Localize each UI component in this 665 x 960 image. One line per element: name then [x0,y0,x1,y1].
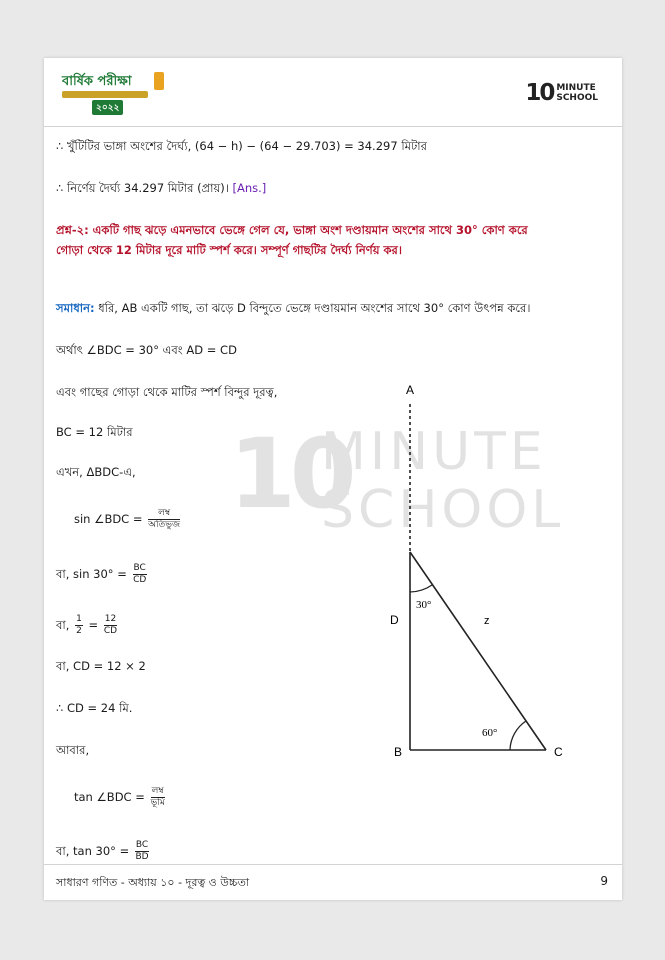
exam-logo [62,72,158,112]
twelve-numerator: 12 [104,614,117,624]
question-line-2: গোড়া থেকে 12 মিটার দূরে মাটি স্পর্শ করে। সম্পূর্ণ গাছটির দৈর্ঘ্য নির্ণয় কর। [56,243,402,257]
label-c: C [554,745,563,759]
side-dc [410,552,546,750]
document-page [44,58,622,900]
angle-c-label: 60° [482,727,498,739]
tan-lhs: tan ∠BDC = [74,790,145,804]
answer-line [56,180,266,199]
tan-denominator: ভূমি [150,798,165,808]
brand-word-minute: MINUTE [556,83,596,93]
angle-d-label: 30° [416,599,432,611]
solution-label: সমাধান: [56,301,95,315]
watermark-word-school: SCHOOL [321,480,565,540]
half-equation [56,614,119,637]
exam-year: ২০২২ [92,100,123,115]
tree-triangle-figure [374,380,574,770]
page-number: 9 [600,874,608,888]
sin-numerator: লম্ব [148,508,180,520]
cd-product: বা, CD = 12 × 2 [56,659,146,673]
exam-title: বার্ষিক পরীক্ষা [62,74,132,89]
half-prefix: বা, [56,618,70,632]
brand-logo [525,80,598,106]
broken-part-length: ∴ খুঁটিটির ভাঙ্গা অংশের দৈর্ঘ্য, (64 − h) − (64 − 29.703) = 34.297 মিটার [56,139,427,153]
ans-tag: [Ans.] [232,181,267,195]
cd-result: ∴ CD = 24 মি. [56,701,133,715]
footer-chapter: সাধারণ গণিত - অধ্যায় ১০ - দূরত্ব ও উচ্চতা [56,876,250,889]
sin30-numerator: BC [133,563,146,573]
half-numerator: 1 [76,614,82,624]
tan-definition [74,786,167,809]
angle-d-arc [410,585,432,592]
bc-value: BC = 12 মিটার [56,425,133,439]
sin30-denominator: CD [133,575,147,585]
tan30-denominator: BD [135,852,149,862]
watermark-word-minute: MINUTE [321,422,547,482]
triangle-statement: এখন, ΔBDC-এ, [56,465,136,479]
half-fraction [75,614,83,637]
angle-statement: অর্থাৎ ∠BDC = 30° এবং AD = CD [56,343,237,357]
header-divider [44,126,622,127]
sin-denominator: অতিভুজ [148,520,181,530]
sin30-lhs: বা, sin 30° = [56,567,127,581]
sin30-fraction [133,563,147,586]
sin-30-equation [56,563,149,586]
twelve-fraction [104,614,117,637]
question-line-1: প্রশ্ন-২: একটি গাছ ঝড়ে এমনভাবে ভেঙ্গে গেল যে, ভাঙ্গা অংশ দণ্ডায়মান অংশের সাথে 30° কোণ করে [56,223,528,237]
exam-ribbon [62,91,148,98]
tan30-numerator: BC [135,840,149,850]
solution-intro [56,300,531,319]
sin-definition [74,508,182,531]
tan-fraction [151,786,165,809]
label-a: A [406,383,415,397]
footer-divider [44,864,622,865]
label-d: D [390,613,399,627]
brand-words [556,83,598,103]
tan30-lhs: বা, tan 30° = [56,844,130,858]
tan-numerator: লম্ব [151,786,164,796]
label-z: z [484,615,490,627]
half-equals: = [88,618,99,632]
label-b: B [394,745,403,759]
tan30-fraction [135,840,149,863]
sin-fraction [148,508,180,531]
watermark-number: 10 [229,418,351,530]
answer-text: ∴ নির্ণেয় দৈর্ঘ্য 34.297 মিটার (প্রায়)। [56,181,229,195]
solution-intro-text: ধরি, AB একটি গাছ, তা ঝড়ে D বিন্দুতে ভেঙ্গে দণ্ডায়মান অংশের সাথে 30° কোণ উৎপন্ন করে। [98,301,531,315]
half-denominator: 2 [76,626,82,636]
sin-lhs: sin ∠BDC = [74,512,143,526]
tan-30-equation [56,840,151,863]
distance-statement: এবং গাছের গোড়া থেকে মাটির স্পর্শ বিন্দুর দূরত্ব, [56,385,278,399]
twelve-denominator: CD [103,626,118,636]
brand-number: 10 [525,80,554,106]
angle-c-arc [510,721,526,750]
again-label: আবার, [56,743,90,757]
book-icon [154,72,164,90]
brand-word-school: SCHOOL [556,93,598,103]
